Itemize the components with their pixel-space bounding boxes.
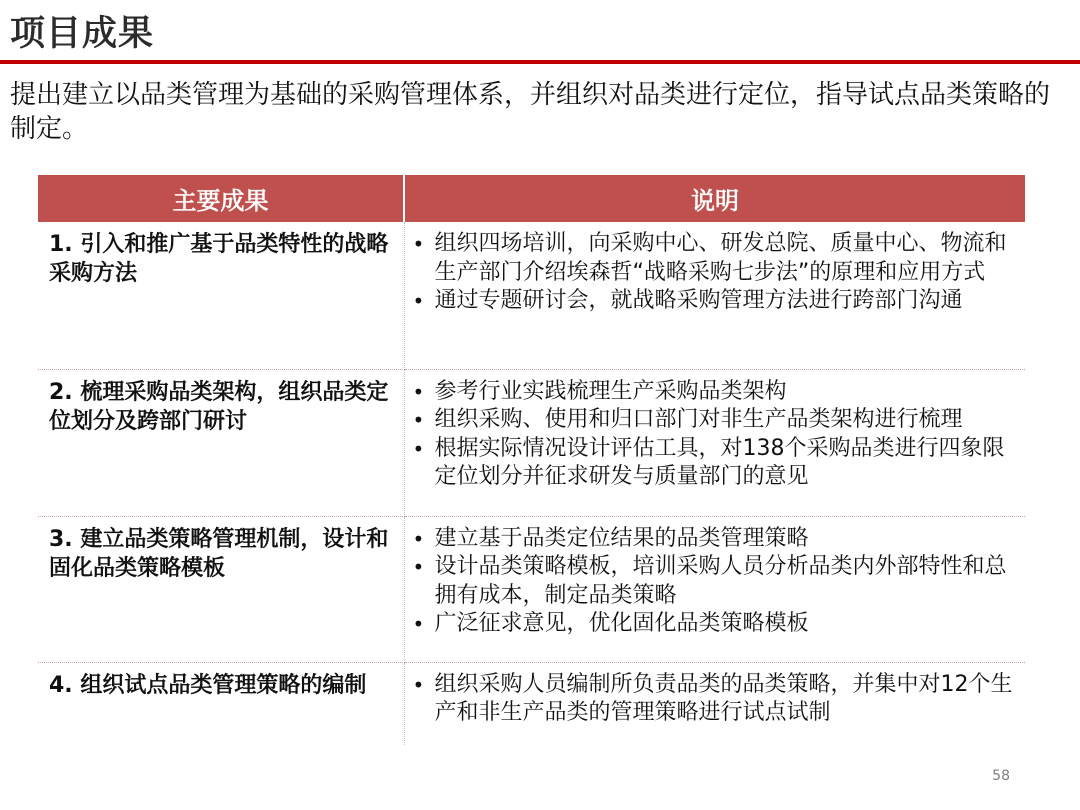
table-row xyxy=(38,516,1025,662)
bullet-icon: • xyxy=(412,555,425,579)
bullet-text: 参考行业实践梳理生产采购品类架构 xyxy=(434,378,787,404)
bullet-list xyxy=(413,671,1018,728)
bullet-item xyxy=(413,230,1018,287)
table-row xyxy=(38,369,1025,516)
page-number: 58 xyxy=(992,768,1010,784)
table-row xyxy=(38,662,1025,745)
table-header-row xyxy=(38,175,1025,222)
results-table xyxy=(38,175,1025,745)
column-header-description: 说明 xyxy=(404,175,1025,222)
column-header-results: 主要成果 xyxy=(38,175,404,222)
result-description xyxy=(404,516,1025,662)
bullet-list xyxy=(413,378,1018,492)
bullet-text: 设计品类策略模板，培训采购人员分析品类内外部特性和总拥有成本，制定品类策略 xyxy=(434,554,1007,608)
result-title: 1. 引入和推广基于品类特性的战略采购方法 xyxy=(38,222,404,369)
bullet-text: 组织采购人员编制所负责品类的品类策略，并集中对12个生产和非生产品类的管理策略进行试点试制 xyxy=(434,671,1013,725)
intro-text: 提出建立以品类管理为基础的采购管理体系，并组织对品类进行定位，指导试点品类策略的制定。 xyxy=(10,80,1051,144)
table-row xyxy=(38,222,1025,369)
bullet-text: 组织四场培训，向采购中心、研发总院、质量中心、物流和生产部门介绍埃森哲“战略采购七步法”的原理和应用方式 xyxy=(434,231,1007,285)
bullet-list xyxy=(413,525,1018,639)
bullet-icon: • xyxy=(412,612,425,636)
result-description xyxy=(404,662,1025,745)
page-title: 项目成果 xyxy=(10,14,155,54)
bullet-list xyxy=(413,230,1018,316)
bullet-item xyxy=(413,378,1018,407)
title-divider xyxy=(0,60,1080,64)
bullet-text: 广泛征求意见，优化固化品类策略模板 xyxy=(434,611,809,636)
bullet-item xyxy=(413,553,1018,610)
bullet-item xyxy=(413,610,1018,639)
bullet-icon: • xyxy=(412,232,425,256)
bullet-icon: • xyxy=(412,436,425,461)
result-title: 4. 组织试点品类管理策略的编制 xyxy=(38,662,404,745)
bullet-item xyxy=(413,406,1018,435)
bullet-text: 通过专题研讨会，就战略采购管理方法进行跨部门沟通 xyxy=(434,288,963,313)
bullet-item xyxy=(413,671,1018,728)
bullet-icon: • xyxy=(412,408,425,432)
result-title: 3. 建立品类策略管理机制，设计和固化品类策略模板 xyxy=(38,516,404,662)
bullet-text: 根据实际情况设计评估工具，对138个采购品类进行四象限定位划分并征求研发与质量部门的意见 xyxy=(434,435,1005,489)
result-description xyxy=(404,222,1025,369)
bullet-text: 建立基于品类定位结果的品类管理策略 xyxy=(434,525,809,551)
result-description xyxy=(404,369,1025,516)
bullet-text: 组织采购、使用和归口部门对非生产品类架构进行梳理 xyxy=(434,407,963,432)
bullet-icon: • xyxy=(412,672,425,697)
bullet-item xyxy=(413,435,1018,492)
bullet-item xyxy=(413,525,1018,554)
bullet-icon: • xyxy=(412,526,425,551)
bullet-icon: • xyxy=(412,379,425,404)
result-title: 2. 梳理采购品类架构，组织品类定位划分及跨部门研讨 xyxy=(38,369,404,516)
bullet-icon: • xyxy=(412,289,425,313)
bullet-item xyxy=(413,287,1018,316)
